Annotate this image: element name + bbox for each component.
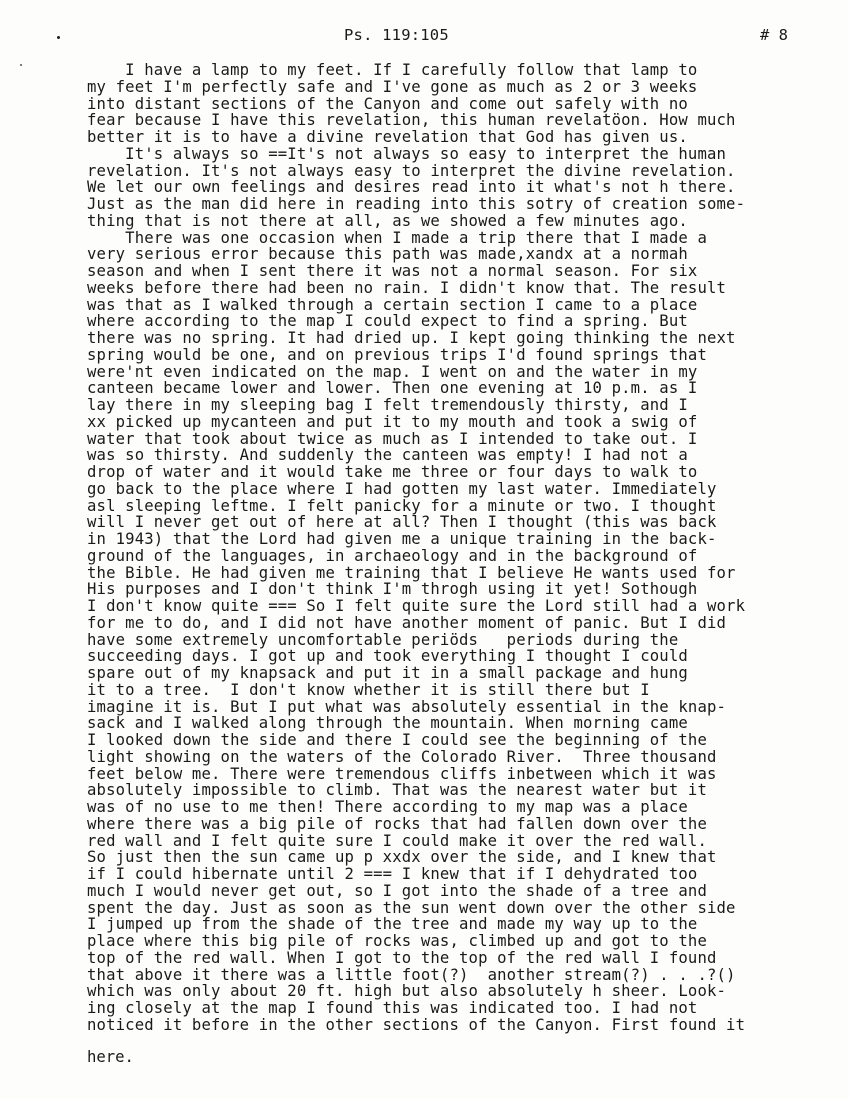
- text-line: revelation. It's not always easy to interpret the divine revelation.: [87, 161, 736, 180]
- text-line: go back to the place where I had gotten my last water. Immediately: [87, 479, 717, 498]
- text-line: for me to do, and I did not have another moment of panic. But I did: [87, 613, 727, 632]
- text-line: will I never get out of here at all? Then I thought (this was back: [87, 513, 717, 532]
- text-line: where there was a big pile of rocks that had fallen down over the: [87, 814, 707, 833]
- text-line: if I could hibernate until 2 === I knew that if I dehydrated too: [87, 865, 698, 883]
- text-line: that above it there was a little foot(?) another stream(?) . . .?(): [87, 965, 736, 984]
- page-header: [0, 26, 849, 48]
- text-line: weeks before there had been no rain. I didn't know that. The result: [87, 278, 727, 297]
- scripture-reference: Ps. 119:105: [344, 26, 449, 44]
- text-line: So just then the sun came up p xxdx over the side, and I knew that: [87, 848, 717, 867]
- text-line: thing that is not there at all, as we showed a few minutes ago.: [87, 211, 688, 230]
- text-line: were'nt even indicated on the map. I went on and the water in my: [87, 362, 698, 381]
- text-line: it to a tree. I don't know whether it is still there but I: [87, 680, 650, 699]
- text-line: where according to the map I could expect to find a spring. But: [87, 312, 688, 331]
- text-line: better it is to have a divine revelation that God has given us.: [87, 128, 688, 146]
- text-line: His purposes and I don't think I'm throgh using it yet! Sothough: [87, 580, 698, 599]
- text-line: ing closely at the map I found this was indicated too. I had not: [87, 999, 698, 1017]
- text-line: very serious error because this path was made,xandx at a normah: [87, 245, 688, 264]
- text-line: xx picked up mycanteen and put it to my mouth and took a swig of: [87, 412, 698, 431]
- text-line: I looked down the side and there I could see the beginning of the: [87, 731, 707, 749]
- text-line: in 1943) that the Lord had given me a unique training in the back-: [87, 530, 717, 548]
- text-line: spare out of my knapsack and put it in a small package and hung: [87, 664, 688, 682]
- text-line: noticed it before in the other sections of the Canyon. First found it: [87, 1015, 746, 1034]
- text-line: We let our own feelings and desires read into it what's not h there.: [87, 178, 736, 197]
- text-line: top of the red wall. When I got to the top of the red wall I found: [87, 948, 717, 967]
- text-line: spring would be one, and on previous trips I'd found springs that: [87, 345, 707, 364]
- text-line: was so thirsty. And suddenly the canteen was empty! I had not a: [87, 446, 688, 465]
- page-number: # 8: [760, 26, 788, 44]
- text-line: I don't know quite === So I felt quite sure the Lord still had a work: [87, 597, 746, 615]
- text-line: into distant sections of the Canyon and come out safely with no: [87, 94, 688, 113]
- text-line: much I would never get out, so I got into the shade of a tree and: [87, 881, 707, 900]
- text-line: imagine it is. But I put what was absolutely essential in the knap-: [87, 697, 727, 716]
- text-line: Just as the man did here in reading into this sotry of creation some-: [87, 195, 746, 213]
- text-line: There was one occasion when I made a trip there that I made a: [87, 228, 707, 247]
- text-line: red wall and I felt quite sure I could make it over the red wall.: [87, 831, 707, 850]
- text-line: water that took about twice as much as I intended to take out. I: [87, 429, 698, 448]
- text-line: drop of water and it would take me three or four days to walk to: [87, 463, 698, 481]
- text-line: succeeding days. I got up and took everything I thought I could: [87, 647, 688, 666]
- ink-speck: [20, 64, 22, 66]
- text-line: asl sleeping leftme. I felt panicky for a minute or two. I thought: [87, 496, 717, 515]
- text-line: feet below me. There were tremendous cliffs inbetween which it was: [87, 764, 717, 783]
- text-line: place where this big pile of rocks was, climbed up and got to the: [87, 932, 707, 950]
- text-line: It's always so ==It's not always so easy to interpret the human: [87, 144, 727, 163]
- text-line: ground of the languages, in archaeology and in the background of: [87, 546, 698, 565]
- text-line: there was no spring. It had dried up. I kept going thinking the next: [87, 329, 736, 347]
- text-line: was of no use to me then! There according to my map was a place: [87, 798, 688, 816]
- text-line: I jumped up from the shade of the tree and made my way up to the: [87, 915, 698, 934]
- text-line: sack and I walked along through the mountain. When morning came: [87, 714, 688, 733]
- text-line: I have a lamp to my feet. If I carefully follow that lamp to: [87, 61, 698, 79]
- text-line: which was only about 20 ft. high but also absolutely h sheer. Look-: [87, 982, 727, 1001]
- text-line: light showing on the waters of the Colorado River. Three thousand: [87, 747, 717, 766]
- text-line: absolutely impossible to climb. That was the nearest water but it: [87, 781, 707, 800]
- text-line: spent the day. Just as soon as the sun went down over the other side: [87, 898, 736, 917]
- closing-line: here.: [87, 1048, 134, 1066]
- text-line: was that as I walked through a certain section I came to a place: [87, 295, 698, 314]
- text-line: my feet I'm perfectly safe and I've gone as much as 2 or 3 weeks: [87, 77, 698, 96]
- text-line: season and when I sent there it was not a normal season. For six: [87, 262, 698, 280]
- text-line: fear because I have this revelation, this human revelatöon. How much: [87, 111, 736, 130]
- text-line: lay there in my sleeping bag I felt tremendously thirsty, and I: [87, 396, 688, 414]
- text-line: the Bible. He had given me training that I believe He wants used for: [87, 563, 736, 582]
- typed-body-text: [87, 62, 827, 1034]
- text-line: canteen became lower and lower. Then one evening at 10 p.m. as I: [87, 379, 698, 398]
- text-line: have some extremely uncomfortable periöds periods during the: [87, 630, 679, 649]
